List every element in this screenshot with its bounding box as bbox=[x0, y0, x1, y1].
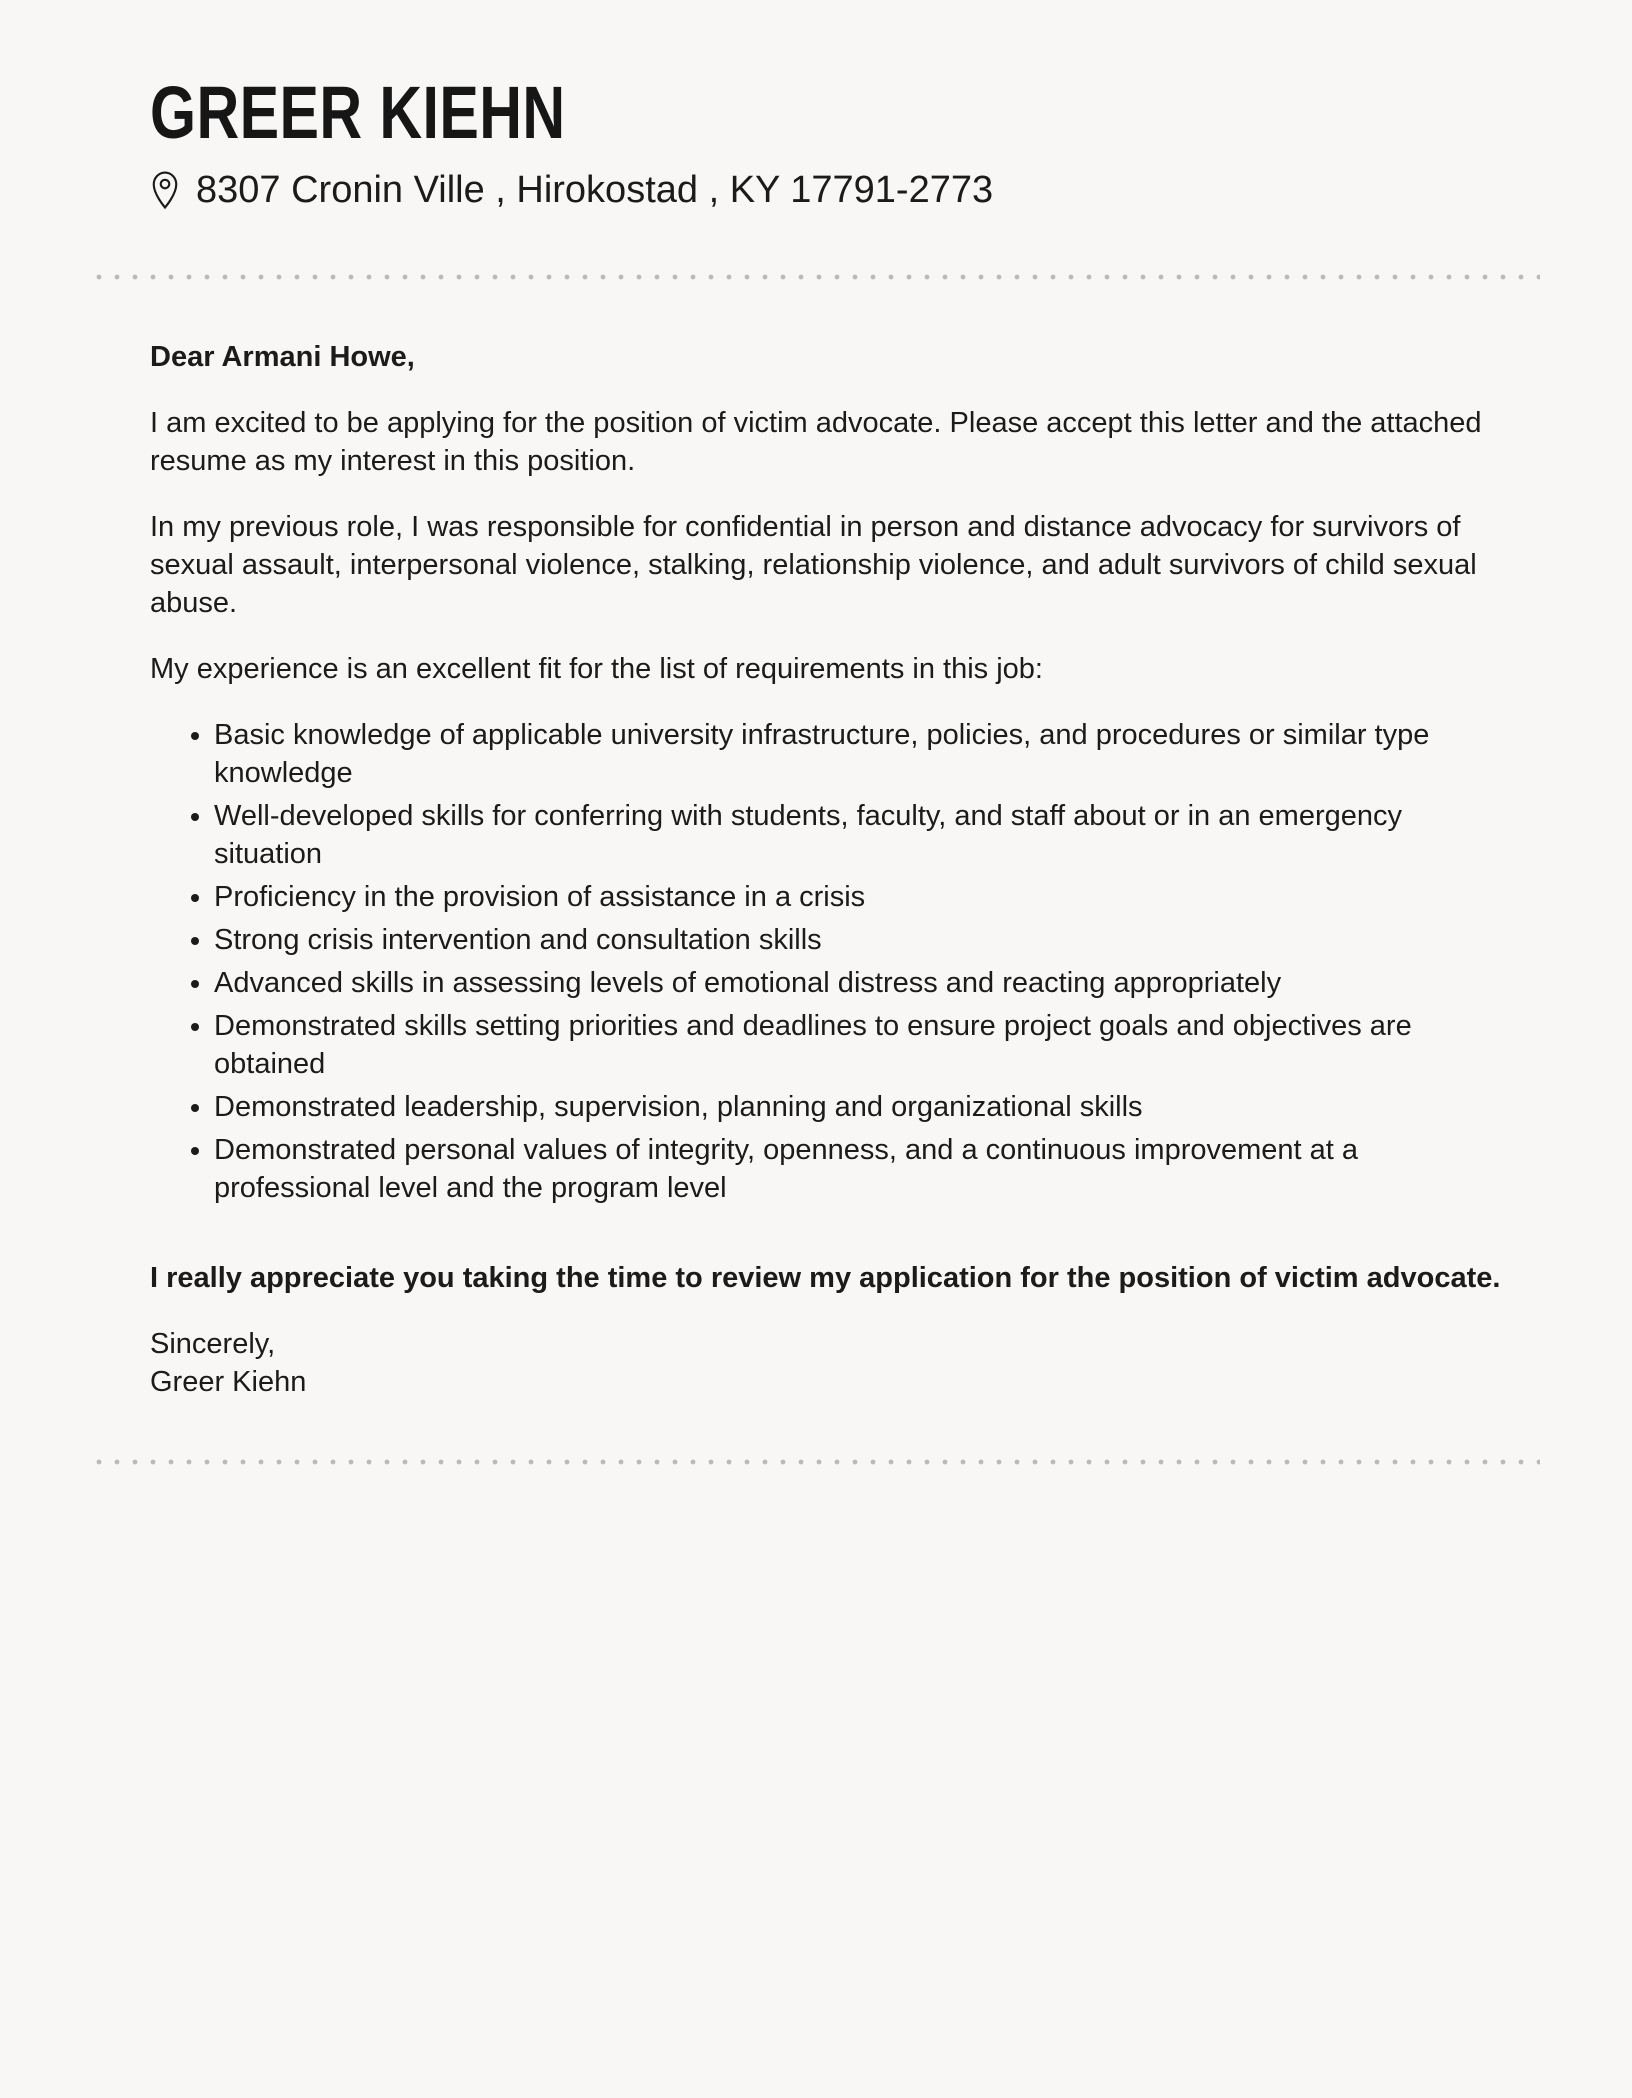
paragraph-intro: I am excited to be applying for the position of victim advocate. Please accept this letter and the attached resume as my interest in this position. bbox=[150, 407, 1482, 477]
requirement-item: • Demonstrated leadership, supervision, planning and organizational skills bbox=[214, 1088, 1502, 1126]
address-row bbox=[150, 168, 1632, 212]
applicant-address: 8307 Cronin Ville , Hirokostad , KY 17791-2773 bbox=[196, 169, 994, 211]
letter-header bbox=[0, 0, 1632, 212]
requirement-item: • Proficiency in the provision of assistance in a crisis bbox=[214, 878, 1502, 916]
requirement-item: • Basic knowledge of applicable university infrastructure, policies, and procedures or similar type knowledge bbox=[214, 716, 1502, 792]
letter-body bbox=[0, 338, 1632, 1401]
greeting: Dear Armani Howe, bbox=[150, 341, 415, 373]
paragraph-previous-role: In my previous role, I was responsible for confidential in person and distance advocacy for survivors of sexual assault, interpersonal violence, stalking, relationship violence, and adult survivors of child sexual abuse. bbox=[150, 511, 1477, 619]
requirement-item: • Demonstrated skills setting priorities and deadlines to ensure project goals and objectives are obtained bbox=[214, 1007, 1502, 1083]
signature-name: Greer Kiehn bbox=[150, 1366, 307, 1398]
requirement-item: • Demonstrated personal values of integrity, openness, and a continuous improvement at a professional level and the program level bbox=[214, 1131, 1502, 1207]
map-pin-icon bbox=[150, 170, 180, 210]
requirement-item: • Advanced skills in assessing levels of emotional distress and reacting appropriately bbox=[214, 964, 1502, 1002]
requirement-item: • Strong crisis intervention and consultation skills bbox=[214, 921, 1502, 959]
paragraph-experience-fit: My experience is an excellent fit for the list of requirements in this job: bbox=[150, 653, 1043, 685]
applicant-name: GREER KIEHN bbox=[150, 71, 566, 154]
closing-emphasis: I really appreciate you taking the time to review my application for the position of victim advocate. bbox=[150, 1262, 1501, 1294]
signoff-block bbox=[150, 1325, 1502, 1401]
dotted-divider-bottom bbox=[90, 1459, 1540, 1465]
signoff: Sincerely, bbox=[150, 1328, 276, 1360]
requirements-list bbox=[150, 716, 1502, 1207]
requirement-item: • Well-developed skills for conferring with students, faculty, and staff about or in an emergency situation bbox=[214, 797, 1502, 873]
dotted-divider-top bbox=[90, 274, 1540, 280]
